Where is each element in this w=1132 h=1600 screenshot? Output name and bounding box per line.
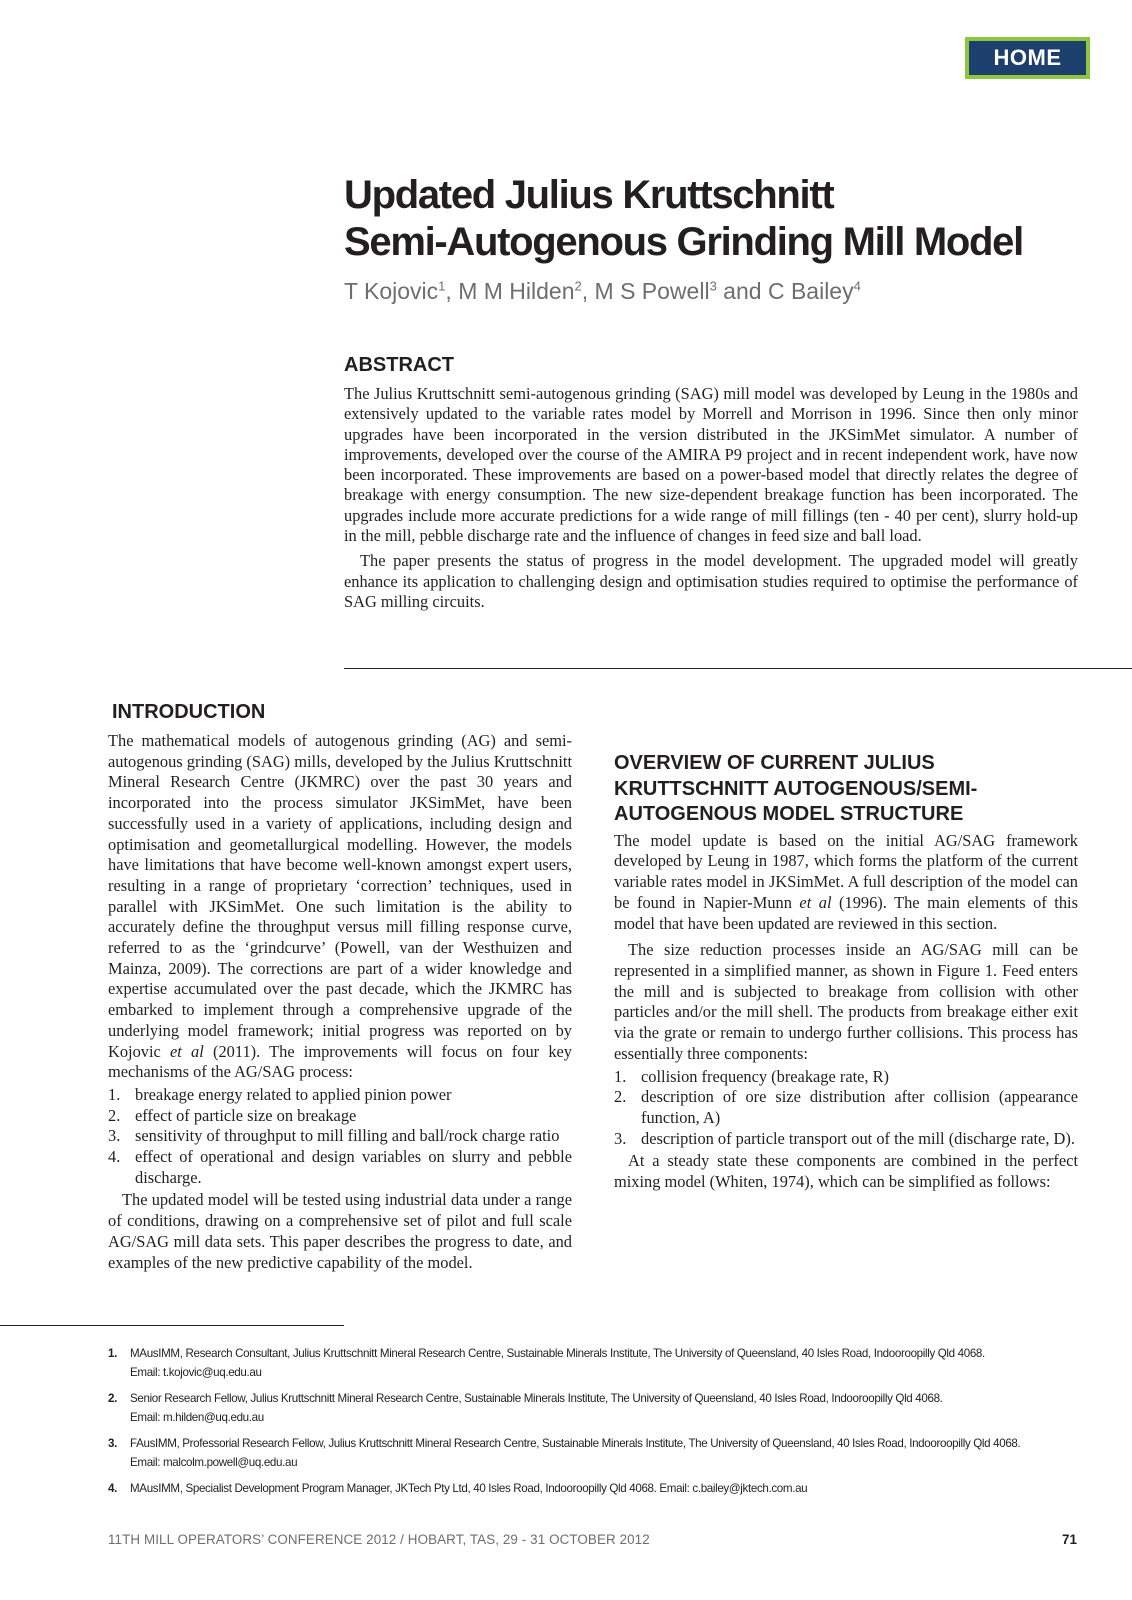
abstract-heading: ABSTRACT [344,354,454,376]
abstract-paragraph: The Julius Kruttschnitt semi-autogenous grinding (SAG) mill model was developed by Leung in the 1980s and extensively updated to the variable rates model by Morrell and Morrison in 1996. Since then only minor upgrades have been incorporated in the version distributed in the JKSimMet simulator. A number of improvements, developed over the course of the AMIRA P9 project and in recent independent work, have now been incorporated. These improvements are based on a power-based model that directly relates the degree of breakage with energy consumption. The new size-dependent breakage function has been incorporated. The upgrades include more accurate predictions for a wide range of mill fillings (ten - 40 per cent), slurry hold-up in the mill, pebble discharge rate and the influence of changes in feed size and ball load. [344,384,1078,546]
intro-mechanism-list [108,1085,572,1189]
list-item: 3. description of particle transport out of the mill (discharge rate, D). [614,1128,1075,1148]
intro-paragraph: The updated model will be tested using industrial data under a range of conditions, drawing on a comprehensive set of pilot and full scale AG/SAG mill data sets. This paper describes the progress to date, and examples of the new predictive capability of the model. [108,1190,572,1272]
home-button[interactable]: HOME [965,37,1090,79]
author: M M Hilden$^2$, [458,278,595,304]
conference-footer: 11TH MILL OPERATORS’ CONFERENCE 2012 / HOBART, TAS, 29 - 31 OCTOBER 2012 [108,1532,650,1547]
page-number: 71 [1062,1532,1077,1547]
overview-heading: OVERVIEW OF CURRENT JULIUS KRUTTSCHNITT AUTOGENOUS/SEMI-AUTOGENOUS MODEL STRUCTURE [614,752,978,826]
author: T Kojovic$^1$, [344,278,459,304]
list-item: 1. collision frequency (breakage rate, R) [614,1066,890,1086]
footnote-divider [0,1325,344,1326]
author: C Bailey$^4$ [767,278,861,304]
list-item: 2. description of ore size distribution after collision (appearance function, A) [614,1087,1078,1127]
footnotes [108,1344,1098,1505]
overview-paragraph: The model update is based on the initial AG/SAG framework developed by Leung in 1987, which forms the platform of the current variable rates model in JKSimMet. A full description of the model can be found in Napier-Munn et al (1996). The main elements of this model that have been updated are reviewed in this section. [614,830,1078,933]
right-column [614,731,1078,1193]
paper-title-line-2: Semi-Autogenous Grinding Mill Model [344,220,1023,264]
paper-title-line-1: Updated Julius Kruttschnitt [344,173,834,217]
list-item: 3. sensitivity of throughput to mill filling and ball/rock charge ratio [108,1126,560,1146]
overview-paragraph: At a steady state these components are combined in the perfect mixing model (Whiten, 1974), which can be simplified as follows: [614,1151,1078,1192]
author: M S Powell$^3$ and [594,278,768,304]
list-item: 1. breakage energy related to applied pinion power [108,1084,452,1104]
list-item: 4. effect of operational and design variables on slurry and pebble discharge. [108,1147,572,1187]
author-list [344,278,1104,305]
footnote: 2. Senior Research Fellow, Julius Kruttschnitt Mineral Research Centre, Sustainable Minerals Institute, The University of Queensland, 40 Isles Road, Indooroopilly Qld 4068. Email: m.hilden@uq.edu.au [108,1392,943,1424]
abstract-paragraph: The paper presents the status of progress in the model development. The upgraded model will greatly enhance its application to challenging design and optimisation studies required to optimise the performance of SAG milling circuits. [344,551,1078,611]
overview-component-list [614,1067,1078,1150]
overview-paragraph: The size reduction processes inside an AG/SAG mill can be represented in a simplified manner, as shown in Figure 1. Feed enters the mill and is subjected to breakage from collision with other particles and/or the mill shell. The products from breakage either exit via the grate or remain to undergo further collisions. This process has essentially three components: [614,940,1078,1063]
paper-title [344,172,1104,266]
footnote: 3. FAusIMM, Professorial Research Fellow, Julius Kruttschnitt Mineral Research Centre, Sustainable Minerals Institute, The University of Queensland, 40 Isles Road, Indooroopilly Qld 4068. Email: malcolm.powell@uq.edu.au [108,1437,1021,1469]
footnote: 1. MAusIMM, Research Consultant, Julius Kruttschnitt Mineral Research Centre, Sustainable Minerals Institute, The University of Queensland, 40 Isles Road, Indooroopilly Qld 4068. Email: t.kojovic@uq.edu.au [108,1347,985,1379]
footnote: 4. MAusIMM, Specialist Development Program Manager, JKTech Pty Ltd, 40 Isles Road, Indooroopilly Qld 4068. Email: c.bailey@jktech.com.au [108,1482,808,1495]
intro-paragraph: The mathematical models of autogenous grinding (AG) and semi-autogenous grinding (SAG) mills, developed by the Julius Kruttschnitt Mineral Research Centre (JKMRC) over the past 30 years and incorporated into the process simulator JKSimMet, have been successfully used in a variety of applications, including design and optimisation and geometallurgical modelling. However, the models have limitations that have become well-known amongst expert users, resulting in a range of proprietary ‘correction’ techniques, used in parallel with JKSimMet. One such limitation is the ability to accurately define the throughput versus mill filling response curve, referred to as the ‘grindcurve’ (Powell, van der Westhuizen and Mainza, 2009). The corrections are part of a wider knowledge and expertise accumulated over the past decade, which the JKMRC has embarked to implement through a comprehensive upgrade of the underlying model framework; initial progress was reported on by Kojovic et al (2011). The improvements will focus on four key mechanisms of the AG/SAG process: [108,731,572,1082]
introduction-heading: INTRODUCTION [112,701,266,723]
left-column [108,731,572,1273]
abstract-body [344,384,1078,612]
section-divider [344,668,1132,669]
list-item: 2. effect of particle size on breakage [108,1105,357,1125]
